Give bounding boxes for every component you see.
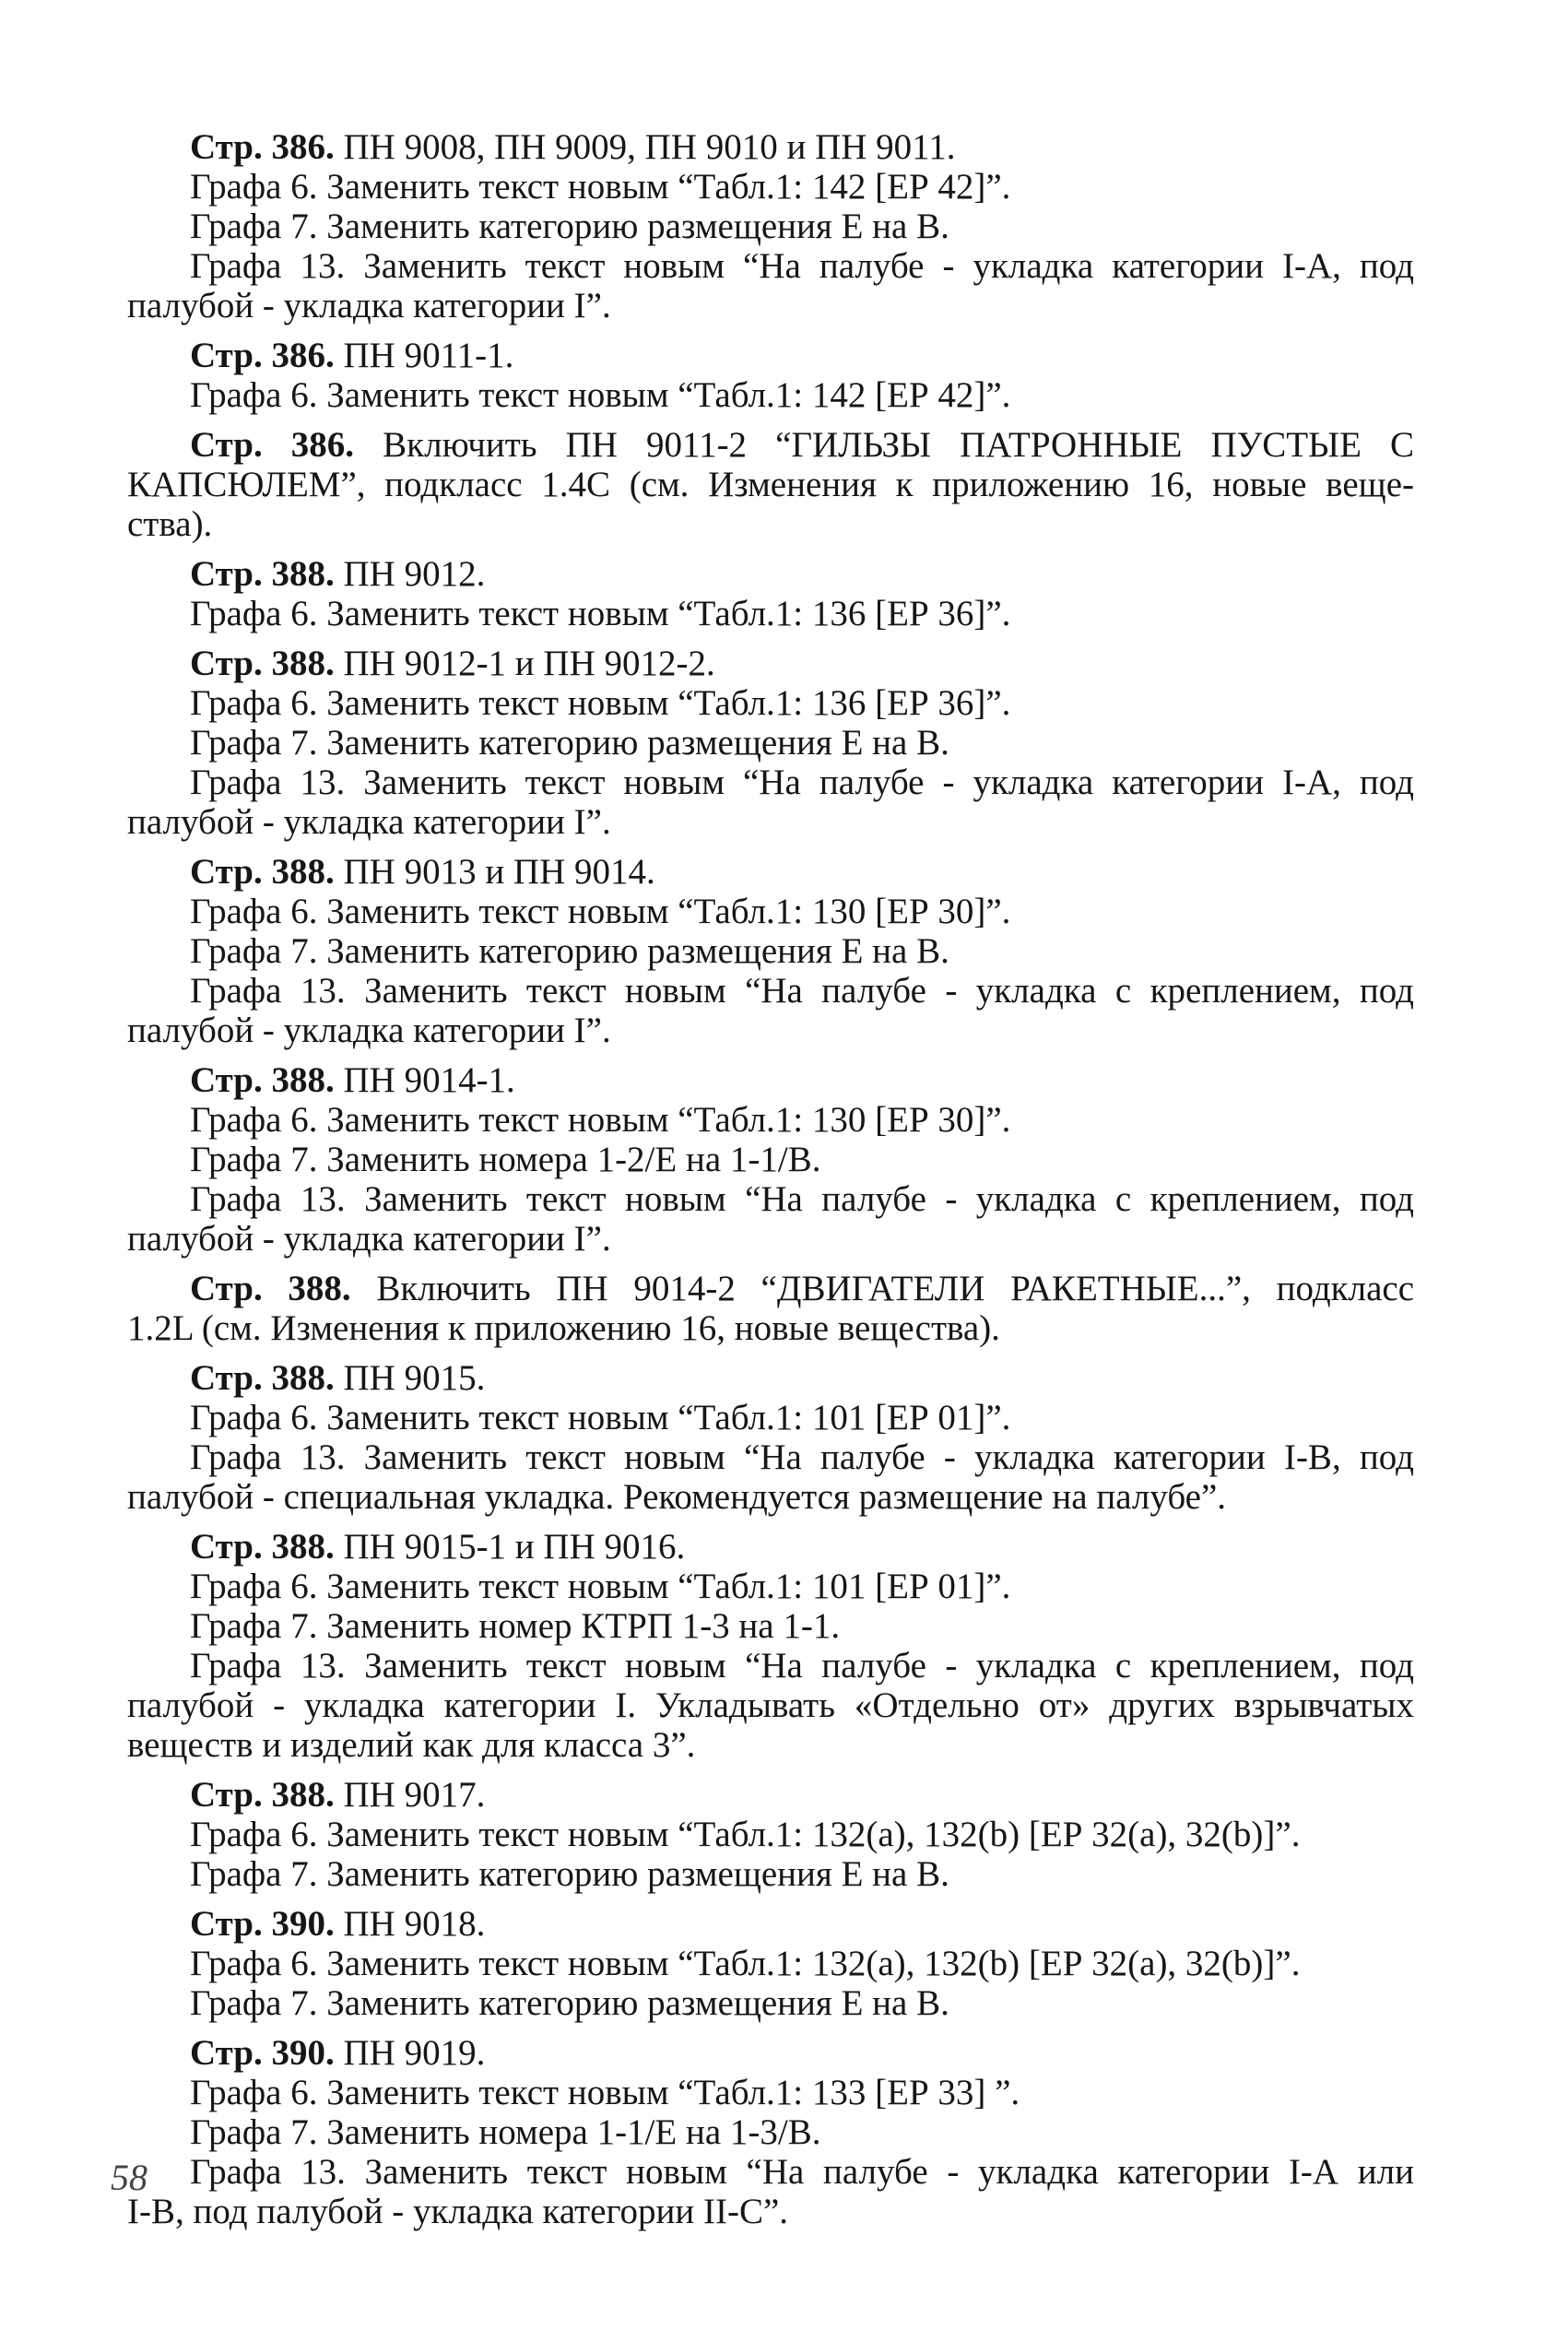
entry-line: Графа 6. Заменить текст новым “Табл.1: 136 [ЕР 36]”. xyxy=(190,683,1011,723)
entry-line: Графа 6. Заменить текст новым “Табл.1: 130 [ЕР 30]”. xyxy=(190,892,1011,931)
entry-line: веществ и изделий как для класса 3”. xyxy=(127,1725,696,1765)
amendment-entry xyxy=(127,1358,1414,1517)
entry-heading xyxy=(127,1358,1414,1398)
entry-line: Графа 7. Заменить номера 1-1/Е на 1-3/В. xyxy=(190,2112,821,2152)
entry-line: Графа 7. Заменить категорию размещения Е на В. xyxy=(190,723,949,763)
amendment-entry xyxy=(127,644,1414,842)
entry-line: Графа 7. Заменить категорию размещения Е на В. xyxy=(190,1983,949,2023)
entry-subject: ПН 9015-1 и ПН 9016. xyxy=(334,1527,686,1567)
entry-heading xyxy=(127,127,1414,167)
entry-heading xyxy=(127,852,1414,892)
entry-line: ства). xyxy=(127,504,213,544)
page-reference: Стр. 388. xyxy=(190,1775,335,1815)
entry-line: Графа 13. Заменить текст новым “На палубе - укладка с креплением, под xyxy=(190,971,1414,1011)
page-reference: Стр. 388. xyxy=(190,1527,335,1567)
entry-heading xyxy=(127,1060,1414,1100)
entry-line: палубой - укладка категории I”. xyxy=(127,802,611,842)
amendment-entry xyxy=(127,336,1414,415)
page-reference: Стр. 388. xyxy=(190,1060,335,1100)
amendment-entry xyxy=(127,1904,1414,2023)
amendment-entry xyxy=(127,1269,1414,1348)
page-reference: Стр. 388. xyxy=(190,554,335,594)
page-reference: Стр. 386. xyxy=(190,336,335,375)
entry-line: Графа 6. Заменить текст новым “Табл.1: 136 [ЕР 36]”. xyxy=(190,594,1011,633)
entry-subject: ПН 9011-1. xyxy=(334,336,514,375)
page-number: 58 xyxy=(111,2157,147,2198)
entry-line: Графа 7. Заменить номера 1-2/Е на 1-1/В. xyxy=(190,1140,821,1179)
entry-line: Графа 13. Заменить текст новым “На палубе - укладка категории I-В, под xyxy=(190,1437,1414,1477)
entry-heading xyxy=(127,425,1414,465)
entry-line: I-В, под палубой - укладка категории II-С”. xyxy=(127,2192,789,2231)
entry-heading xyxy=(127,1775,1414,1815)
entry-line: палубой - укладка категории I. Укладывать «Отдельно от» других взрывчатых xyxy=(127,1685,1414,1725)
page-reference: Стр. 388. xyxy=(190,644,335,683)
entry-heading xyxy=(127,644,1414,683)
entry-line: палубой - укладка категории I”. xyxy=(127,1219,611,1259)
entry-line: Графа 7. Заменить номер КТРП 1-3 на 1-1. xyxy=(190,1606,841,1646)
amendment-entry xyxy=(127,127,1414,325)
entry-line: Графа 6. Заменить текст новым “Табл.1: 132(а), 132(b) [ЕР 32(а), 32(b)]”. xyxy=(190,1944,1301,1983)
entry-line: Графа 6. Заменить текст новым “Табл.1: 132(а), 132(b) [ЕР 32(а), 32(b)]”. xyxy=(190,1815,1301,1854)
amendment-entry xyxy=(127,1060,1414,1259)
entry-line: палубой - укладка категории I”. xyxy=(127,286,611,325)
entry-subject: ПН 9017. xyxy=(334,1775,486,1815)
entry-heading xyxy=(127,554,1414,594)
amendment-entry xyxy=(127,1775,1414,1894)
amendment-entry xyxy=(127,1527,1414,1765)
entry-line: Графа 6. Заменить текст новым “Табл.1: 133 [ЕР 33] ”. xyxy=(190,2073,1020,2112)
amendment-entry xyxy=(127,852,1414,1050)
entry-line: Графа 6. Заменить текст новым “Табл.1: 101 [ЕР 01]”. xyxy=(190,1567,1011,1606)
entry-subject: Включить ПН 9014-2 “ДВИГАТЕЛИ РАКЕТНЫЕ...”, подкласс xyxy=(350,1269,1415,1308)
entry-line: Графа 7. Заменить категорию размещения Е на В. xyxy=(190,1854,949,1894)
entry-subject: ПН 9018. xyxy=(334,1904,486,1944)
entry-line: Графа 13. Заменить текст новым “На палубе - укладка категории I-А, под xyxy=(190,763,1414,802)
page-reference: Стр. 390. xyxy=(190,2033,335,2073)
entry-subject: ПН 9012. xyxy=(334,554,486,594)
entry-heading xyxy=(127,1527,1414,1567)
entry-line: Графа 7. Заменить категорию размещения Е на В. xyxy=(190,207,949,246)
entry-line: Графа 13. Заменить текст новым “На палубе - укладка с креплением, под xyxy=(190,1179,1414,1219)
entry-line: Графа 13. Заменить текст новым “На палубе - укладка категории I-А или xyxy=(190,2152,1414,2192)
entry-heading xyxy=(127,1269,1414,1308)
amendment-entry xyxy=(127,425,1414,544)
amendment-entry xyxy=(127,554,1414,633)
page-reference: Стр. 390. xyxy=(190,1904,335,1944)
entry-line: палубой - специальная укладка. Рекомендуется размещение на палубе”. xyxy=(127,1477,1227,1517)
entry-line: Графа 13. Заменить текст новым “На палубе - укладка категории I-А, под xyxy=(190,246,1414,286)
entry-line: Графа 6. Заменить текст новым “Табл.1: 142 [ЕР 42]”. xyxy=(190,375,1011,415)
entry-heading xyxy=(127,2033,1414,2073)
page-reference: Стр. 386. xyxy=(190,425,355,465)
page-reference: Стр. 388. xyxy=(190,1358,335,1398)
entry-line: 1.2L (см. Изменения к приложению 16, новые вещества). xyxy=(127,1308,1000,1348)
entry-line: КАПСЮЛЕМ”, подкласс 1.4С (см. Изменения к приложению 16, новые веще- xyxy=(127,465,1414,504)
entry-line: палубой - укладка категории I”. xyxy=(127,1011,611,1050)
entry-subject: ПН 9015. xyxy=(334,1358,486,1398)
entry-subject: ПН 9014-1. xyxy=(334,1060,515,1100)
entry-line: Графа 6. Заменить текст новым “Табл.1: 101 [ЕР 01]”. xyxy=(190,1398,1011,1437)
page-reference: Стр. 388. xyxy=(190,852,335,892)
entry-subject: ПН 9019. xyxy=(334,2033,486,2073)
entry-heading xyxy=(127,1904,1414,1944)
entry-line: Графа 13. Заменить текст новым “На палубе - укладка с креплением, под xyxy=(190,1646,1414,1685)
entry-line: Графа 7. Заменить категорию размещения Е на В. xyxy=(190,931,949,971)
entry-subject: Включить ПН 9011-2 “ГИЛЬЗЫ ПАТРОННЫЕ ПУСТЫЕ С xyxy=(354,425,1414,465)
entry-subject: ПН 9008, ПН 9009, ПН 9010 и ПН 9011. xyxy=(334,127,956,167)
page-reference: Стр. 388. xyxy=(190,1269,351,1308)
amendment-entry xyxy=(127,2033,1414,2231)
entry-line: Графа 6. Заменить текст новым “Табл.1: 142 [ЕР 42]”. xyxy=(190,167,1011,207)
amendments-list xyxy=(127,127,1414,2241)
page-reference: Стр. 386. xyxy=(190,127,335,167)
entry-subject: ПН 9012-1 и ПН 9012-2. xyxy=(334,644,715,683)
entry-heading xyxy=(127,336,1414,375)
entry-subject: ПН 9013 и ПН 9014. xyxy=(334,852,655,892)
entry-line: Графа 6. Заменить текст новым “Табл.1: 130 [ЕР 30]”. xyxy=(190,1100,1011,1140)
